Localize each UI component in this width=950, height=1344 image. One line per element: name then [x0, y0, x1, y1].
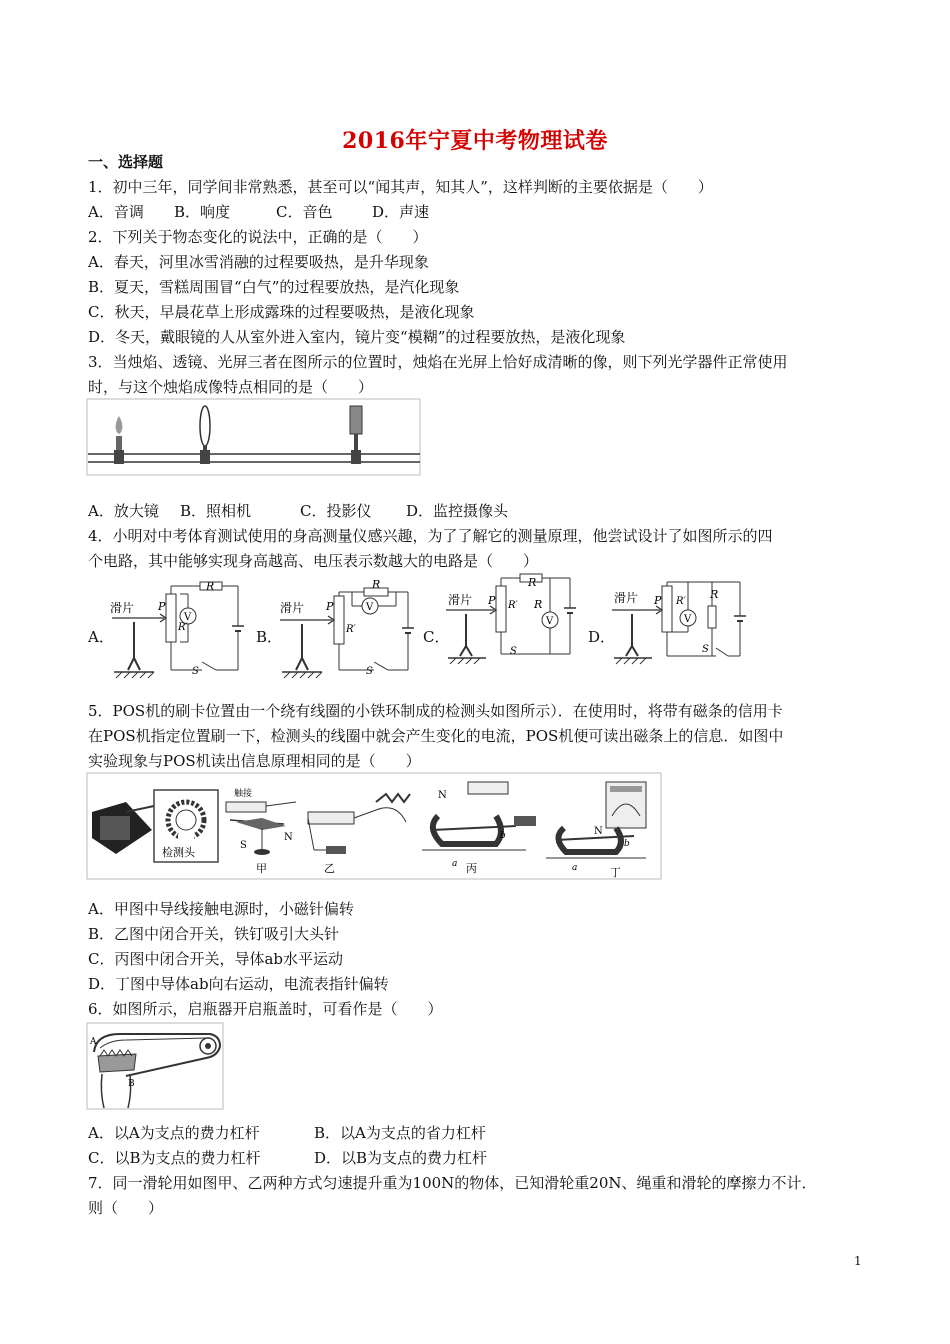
p-label: P: [654, 594, 662, 607]
r-label: R: [528, 576, 537, 589]
q6-bottle-opener-figure: [86, 1022, 226, 1112]
q5-stem-line3: 实验现象与POS机读出信息原理相同的是（ ）: [88, 752, 421, 770]
q6-stem: 6．如图所示，启瓶器开启瓶盖时，可看作是（ ）: [88, 1000, 443, 1018]
q2-option-b: B．夏天，雪糕周围冒“白气”的过程要放热，是汽化现象: [88, 278, 460, 296]
fig-label-jia: 甲: [256, 862, 267, 875]
q6-options-row2: [88, 1148, 487, 1168]
q3-option-b: B．照相机: [180, 502, 252, 520]
q4-circuit-d: [604, 580, 750, 680]
q5-option-d: D．丁图中导体ab向右运动，电流表指针偏转: [88, 975, 389, 993]
v-label: V: [184, 612, 192, 623]
q2-option-a: A．春天，河里冰雪消融的过程要吸热，是升华现象: [88, 253, 429, 271]
q3-option-a: A．放大镜: [88, 502, 159, 520]
s-pole-label: S: [240, 840, 247, 851]
v-label: V: [684, 614, 692, 625]
slider-label: 滑片: [280, 601, 305, 615]
q4-stem-line1: 4．小明对中考体育测试使用的身高测量仪感兴趣，为了了解它的测量原理，他尝试设计了如图所示的四: [88, 527, 773, 545]
n-label: N: [438, 790, 447, 801]
q5-stem-line1: 5．POS机的刷卡位置由一个绕有线圈的小铁环制成的检测头如图所示）．在使用时，将带有磁条的信用卡: [88, 702, 783, 720]
q3-stem-line1: 3．当烛焰、透镜、光屏三者在图所示的位置时，烛焰在光屏上恰好成清晰的像，则下列光学器件正常使用: [88, 353, 788, 371]
p-label: P: [158, 600, 166, 613]
s-label: S: [702, 644, 709, 655]
q4-circuit-c: [438, 570, 584, 670]
r-prime-label: R′: [178, 622, 188, 633]
s-label: S: [366, 666, 373, 677]
q4-option-d-label: D．: [588, 628, 616, 646]
b-label-2: b: [624, 839, 630, 849]
s-label: S: [510, 646, 517, 657]
q3-options: [88, 501, 508, 521]
q4-option-c-label: C．: [423, 628, 450, 646]
n-label-2: N: [594, 826, 603, 837]
q6-option-d: D．以B为支点的费力杠杆: [314, 1149, 488, 1167]
q4-option-a-label: A．: [88, 628, 114, 646]
fig-label-ding: 丁: [610, 866, 621, 879]
q2-stem: 2．下列关于物态变化的说法中，正确的是（ ）: [88, 228, 428, 246]
q6-options-row1: [88, 1123, 486, 1143]
v-label: V: [546, 616, 554, 627]
page-number: 1: [854, 1254, 862, 1268]
touch-label: 触接: [234, 789, 253, 799]
point-a-label: A: [90, 1037, 97, 1047]
page-title: 2016年宁夏中考物理试卷: [342, 128, 608, 154]
q1-option-a: A．音调: [88, 203, 144, 221]
a-label-2: a: [572, 863, 578, 873]
slider-label: 滑片: [110, 601, 135, 615]
q1-option-c: C．音色: [276, 203, 333, 221]
p-label: P: [488, 594, 496, 607]
q1-option-b: B．响度: [174, 203, 231, 221]
n-pole-label: N: [284, 832, 293, 843]
b-label: b: [500, 831, 506, 841]
q5-option-c: C．丙图中闭合开关，导体ab水平运动: [88, 950, 344, 968]
q1-option-d: D．声速: [372, 203, 430, 221]
q5-experiments-figure: [86, 772, 662, 882]
p-label: P: [326, 600, 334, 613]
a-label: a: [452, 859, 458, 869]
q3-option-d: D．监控摄像头: [406, 502, 509, 520]
q3-option-c: C．投影仪: [300, 502, 372, 520]
q5-option-a: A．甲图中导线接触电源时，小磁针偏转: [88, 900, 354, 918]
q4-circuit-a: [104, 574, 248, 684]
slider-label: 滑片: [614, 591, 639, 605]
q3-optical-bench-figure: [86, 398, 422, 478]
q6-option-a: A．以A为支点的费力杠杆: [88, 1124, 260, 1142]
r-prime-label: R′: [508, 600, 518, 611]
v-label: V: [366, 602, 374, 613]
q4-circuit-b: [272, 574, 418, 684]
q1-stem: 1．初中三年，同学间非常熟悉，甚至可以“闻其声，知其人”，这样判断的主要依据是（ ）: [88, 178, 713, 196]
q4-option-b-label: B．: [256, 628, 283, 646]
s-label: S: [192, 666, 199, 677]
q5-option-b: B．乙图中闭合开关，铁钉吸引大头针: [88, 925, 340, 943]
fig-label-yi: 乙: [324, 862, 335, 875]
q4-stem-line2: 个电路，其中能够实现身高越高、电压表示数越大的电路是（ ）: [88, 552, 539, 570]
q6-option-c: C．以B为支点的费力杠杆: [88, 1149, 261, 1167]
detector-label: 检测头: [162, 846, 195, 859]
section-heading: 一、选择题: [88, 153, 164, 171]
r-label: R: [372, 578, 381, 591]
q3-stem-line2: 时，与这个烛焰成像特点相同的是（ ）: [88, 378, 374, 396]
r-label-2: R: [534, 598, 543, 611]
slider-label: 滑片: [448, 593, 473, 607]
r-prime-label: R′: [346, 624, 356, 635]
q5-stem-line2: 在POS机指定位置刷一下，检测头的线圈中就会产生变化的电流，POS机便可读出磁条上的信息．如图中: [88, 727, 784, 745]
q6-option-b: B．以A为支点的省力杠杆: [314, 1124, 486, 1142]
fig-label-bing: 丙: [466, 862, 477, 875]
q7-stem-line1: 7．同一滑轮用如图甲、乙两种方式匀速提升重为100N的物体，已知滑轮重20N、绳重和滑轮的摩擦力不计．: [88, 1174, 817, 1192]
q2-option-d: D．冬天，戴眼镜的人从室外进入室内，镜片变“模糊”的过程要放热，是液化现象: [88, 328, 626, 346]
r-label: R: [206, 580, 215, 593]
q7-stem-line2: 则（ ）: [88, 1199, 164, 1217]
point-b-label: B: [128, 1079, 135, 1089]
q2-option-c: C．秋天，早晨花草上形成露珠的过程要吸热，是液化现象: [88, 303, 475, 321]
q1-options: [88, 202, 429, 222]
r-prime-label: R′: [676, 596, 686, 607]
r-label: R: [710, 588, 719, 601]
